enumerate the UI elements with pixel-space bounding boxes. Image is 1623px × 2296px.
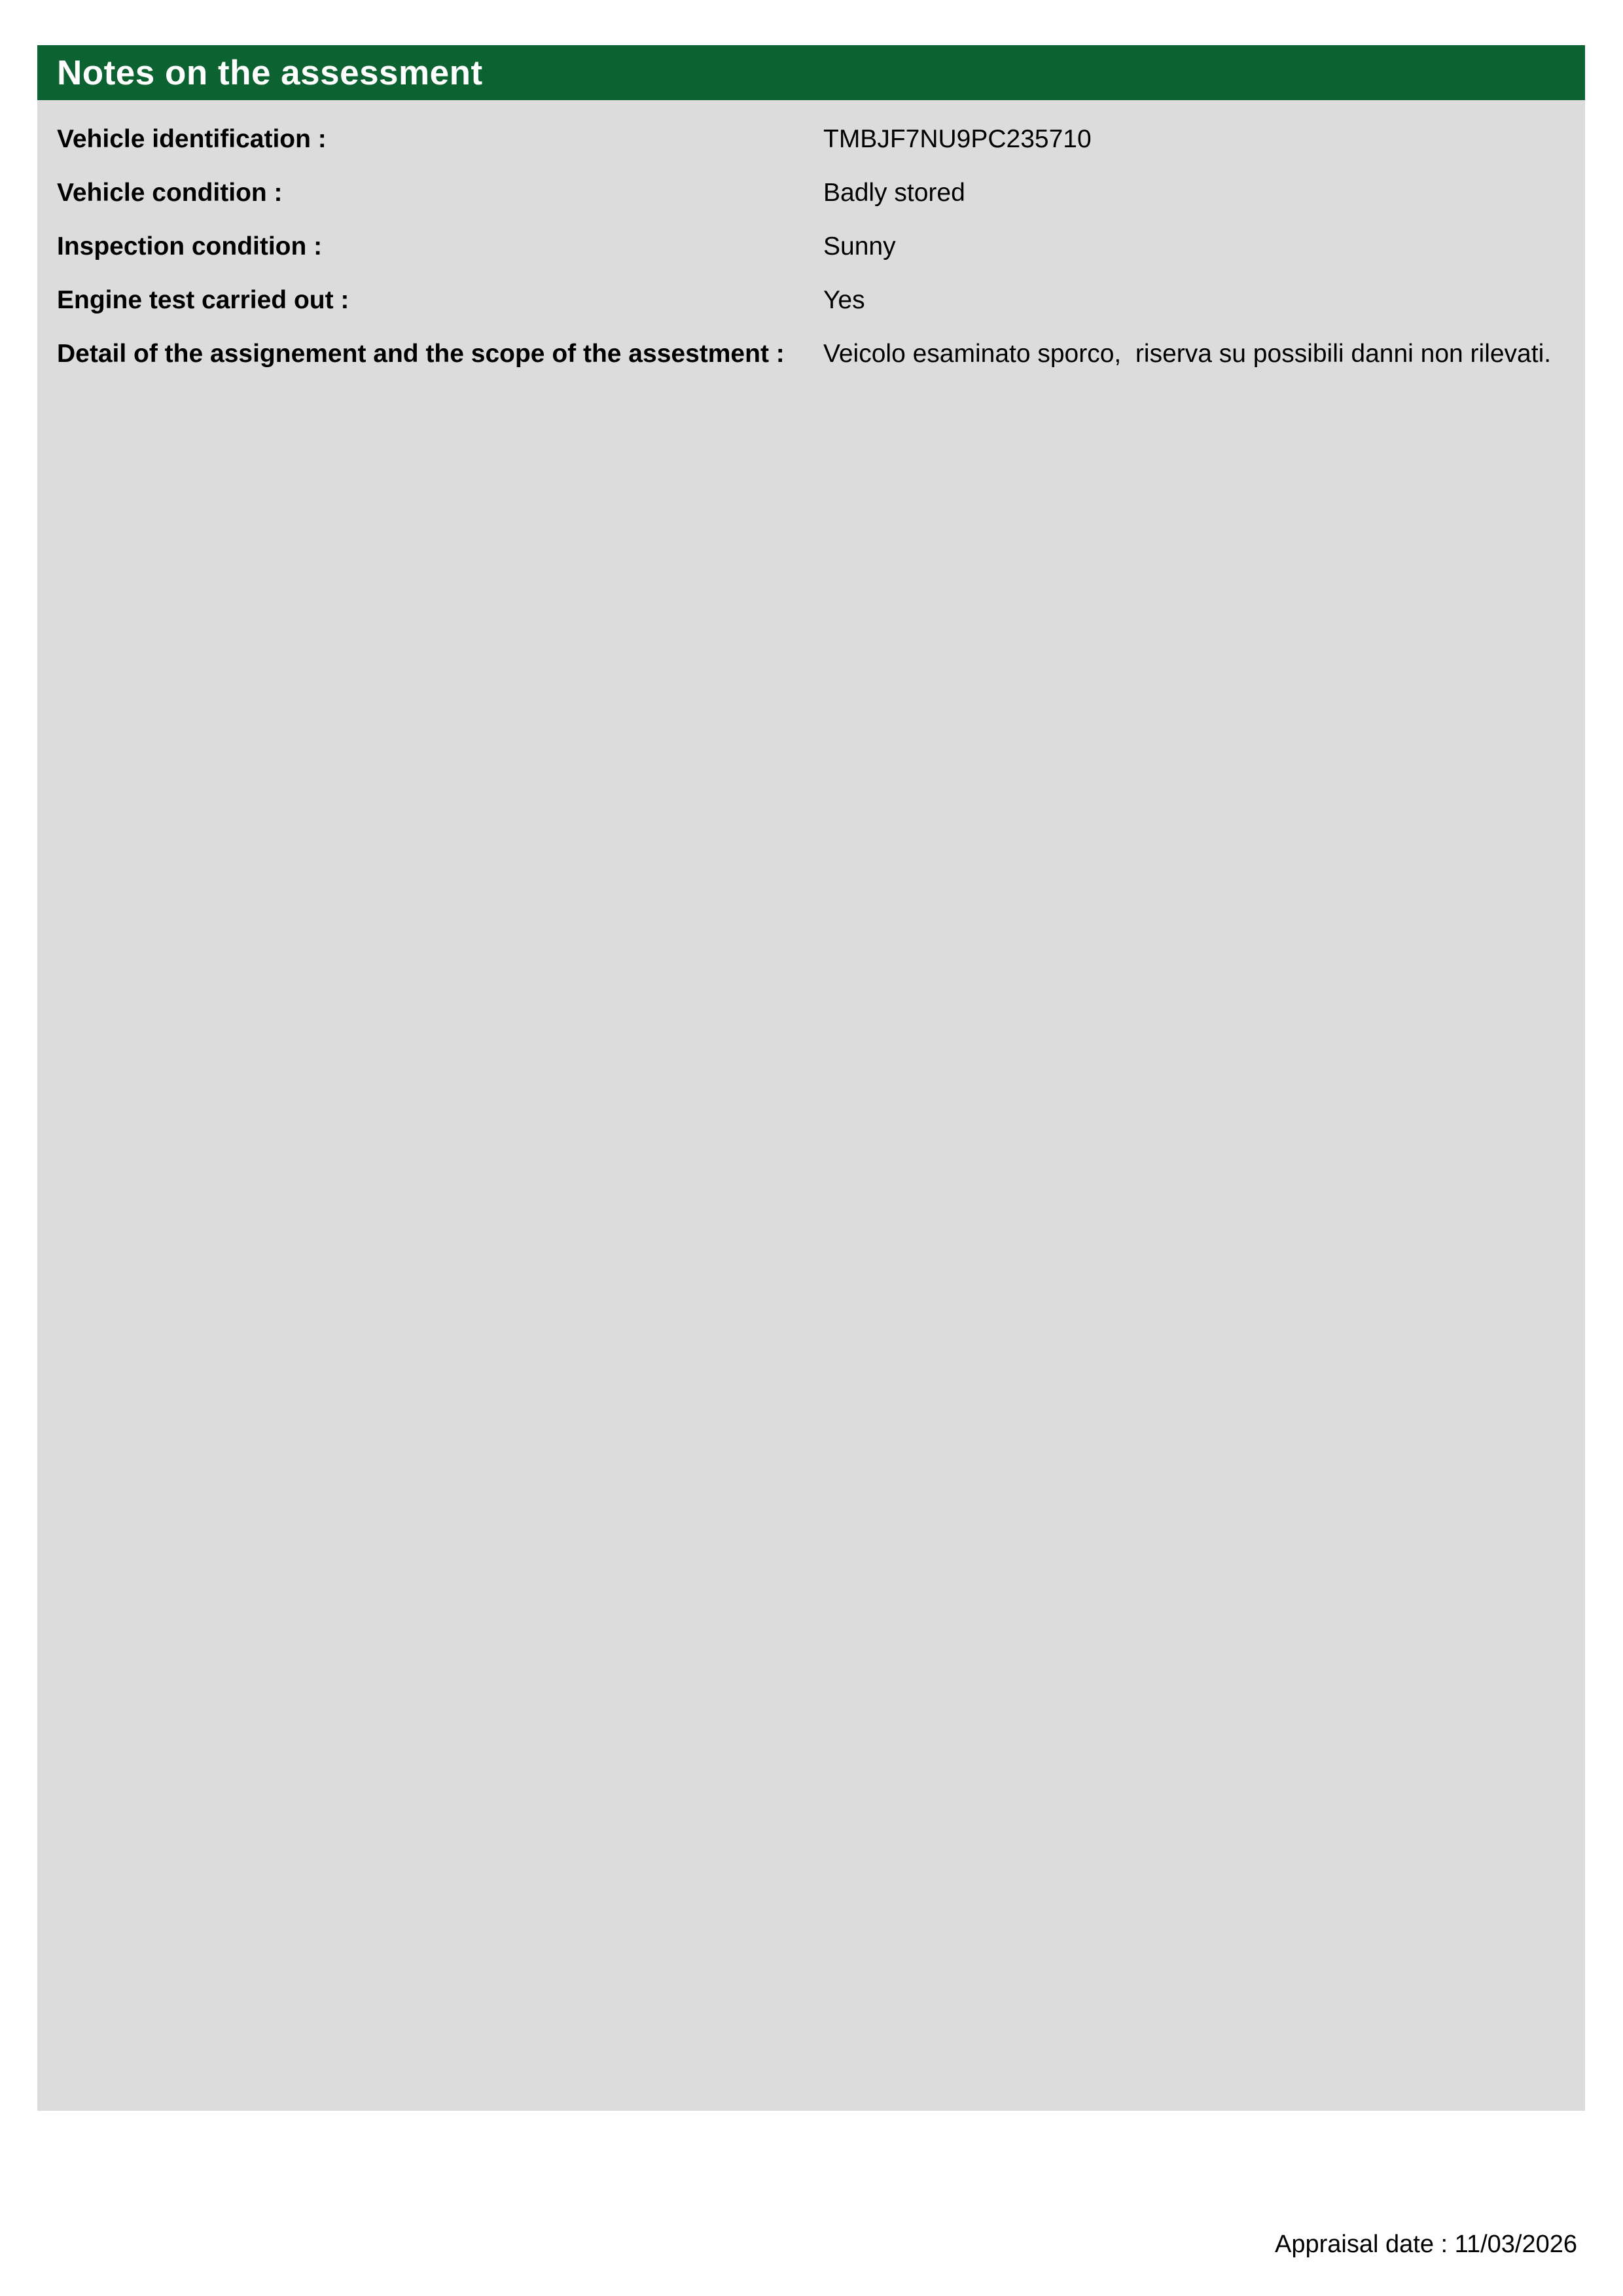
- panel-body: [37, 100, 1585, 2111]
- panel-header: [37, 45, 1585, 100]
- row-assignment-detail: [57, 335, 1565, 372]
- inspection-condition-value: Sunny: [823, 232, 896, 260]
- row-vehicle-condition: [57, 174, 1565, 211]
- inspection-condition-label: Inspection condition :: [57, 232, 323, 260]
- vehicle-condition-value: Badly stored: [823, 179, 965, 207]
- row-vehicle-identification: [57, 120, 1565, 158]
- vehicle-condition-label: Vehicle condition :: [57, 179, 283, 207]
- row-inspection-condition: [57, 228, 1565, 265]
- engine-test-value: Yes: [823, 286, 865, 314]
- assignment-detail-label: Detail of the assignement and the scope of the assestment :: [57, 340, 785, 368]
- engine-test-label: Engine test carried out :: [57, 286, 349, 314]
- panel-title: Notes on the assessment: [57, 53, 483, 92]
- row-engine-test: [57, 281, 1565, 319]
- vehicle-identification-label: Vehicle identification :: [57, 125, 327, 153]
- vehicle-identification-value: TMBJF7NU9PC235710: [823, 125, 1092, 153]
- assignment-detail-value: Veicolo esaminato sporco, riserva su possibili danni non rilevati.: [823, 340, 1552, 368]
- appraisal-date: Appraisal date : 11/03/2026: [1275, 2231, 1577, 2258]
- notes-on-assessment-panel: [37, 45, 1585, 2111]
